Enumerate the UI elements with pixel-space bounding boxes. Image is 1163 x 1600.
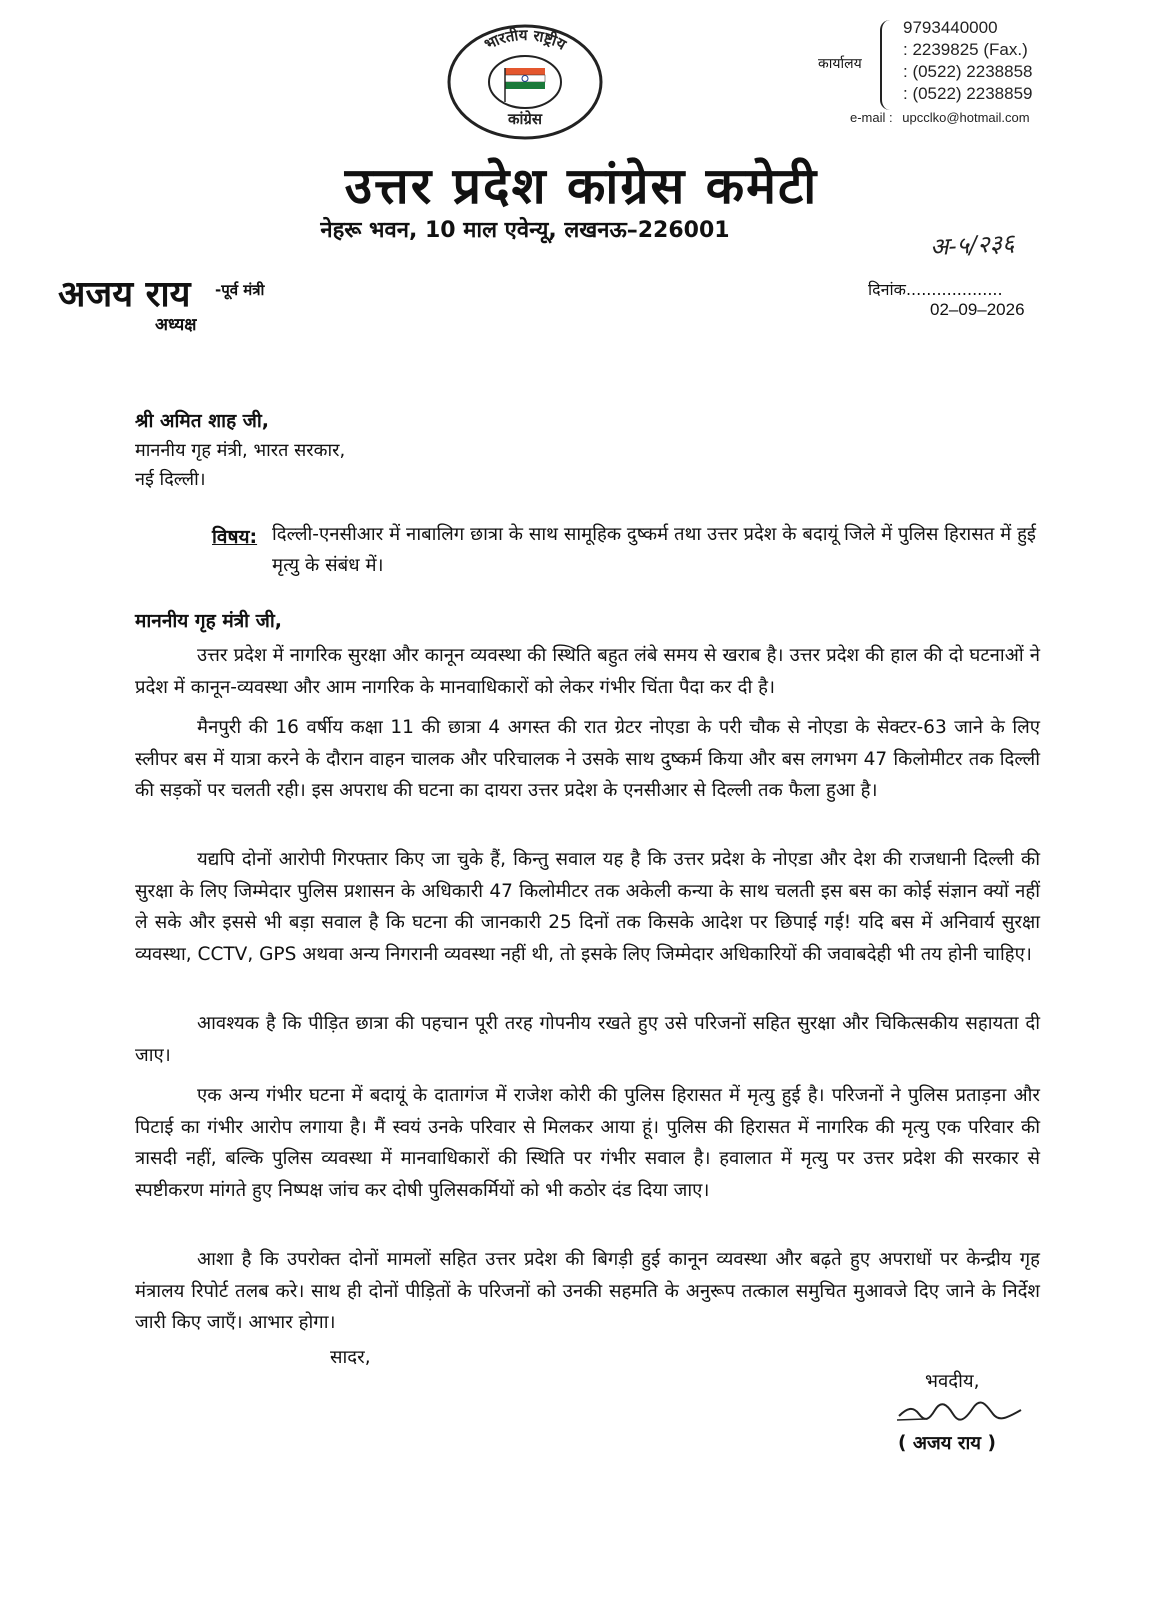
date-value: 02–09–2026: [930, 300, 1025, 319]
sender-former-title: -पूर्व मंत्री: [215, 281, 265, 299]
reference-number: अ-५/२३६: [929, 228, 1016, 262]
phone-line: : (0522) 2238858: [903, 62, 1033, 81]
office-label: कार्यालय: [818, 56, 862, 72]
org-address: नेहरू भवन, 10 माल एवेन्यू, लखनऊ–226001: [320, 218, 730, 243]
logo-top-text: भारतीय राष्ट्रीय: [481, 25, 570, 54]
org-title: उत्तर प्रदेश कांग्रेस कमेटी: [344, 157, 819, 215]
recipient-city: नई दिल्ली।: [135, 469, 206, 490]
congress-logo: [445, 22, 605, 142]
flag-saffron-stripe: [505, 68, 545, 75]
contact-brace: [880, 20, 896, 110]
body-paragraph: उत्तर प्रदेश में नागरिक सुरक्षा और कानून व्यवस्था की स्थिति बहुत लंबे समय से खराब है। उत्तर प्रदेश की हाल की दो घटनाओं ने प्रदेश में कानून-व्यवस्था और आम नागरिक के मानवाधिकारों को लेकर गंभीर चिंता पैदा कर दी है।: [135, 645, 1040, 698]
phone-line: : (0522) 2238859: [903, 84, 1033, 103]
email-line: [850, 110, 1030, 125]
handwritten-signature: [895, 1398, 1025, 1426]
yours-faithfully: भवदीय,: [925, 1371, 980, 1392]
logo-bottom-text: कांग्रेस: [507, 110, 543, 128]
flag-white-stripe: [505, 75, 545, 82]
body-paragraph: मैनपुरी की 16 वर्षीय कक्षा 11 की छात्रा 4 अगस्त की रात ग्रेटर नोएडा के परी चौक से नोएडा के सेक्टर-63 जाने के लिए स्लीपर बस में यात्रा करने के दौरान वाहन चालक और परिचालक ने उसके साथ दुष्कर्म किया और बस लगभग 47 किलोमीटर तक दिल्ली की सड़कों पर चलती रही। इस अपराध की घटना का दायरा उत्तर प्रदेश के एनसीआर से दिल्ली तक फैला हुआ है।: [135, 717, 1040, 801]
signer-name: ( अजय राय ): [898, 1433, 996, 1454]
sender-name: अजय राय: [58, 274, 191, 315]
recipient-name: श्री अमित शाह जी,: [135, 410, 270, 432]
subject-text: दिल्ली-एनसीआर में नाबालिग छात्रा के साथ सामूहिक दुष्कर्म तथा उत्तर प्रदेश के बदायूं जिले में पुलिस हिरासत में हुई मृत्यु के संबंध में।: [272, 524, 1037, 576]
fax-line: : 2239825 (Fax.): [903, 40, 1028, 59]
sender-post: अध्यक्ष: [155, 315, 197, 335]
salutation: माननीय गृह मंत्री जी,: [135, 610, 282, 632]
flag-green-stripe: [505, 82, 545, 89]
body-paragraph: यद्यपि दोनों आरोपी गिरफ्तार किए जा चुके हैं, किन्तु सवाल यह है कि उत्तर प्रदेश के नोएडा और देश की राजधानी दिल्ली की सुरक्षा के लिए जिम्मेदार पुलिस प्रशासन के अधिकारी 47 किलोमीटर तक अकेली कन्या के साथ चलती इस बस का कोई संज्ञान क्यों नहीं ले सके और इससे भी बड़ा सवाल है कि घटना की जानकारी 25 दिनों तक किसके आदेश पर छिपाई गई! यदि बस में अनिवार्य सुरक्षा व्यवस्था, CCTV, GPS अथवा अन्य निगरानी व्यवस्था नहीं थी, तो इसके लिए जिम्मेदार अधिकारियों की जवाबदेही भी तय होनी चाहिए।: [135, 849, 1040, 965]
recipient-designation: माननीय गृह मंत्री, भारत सरकार,: [135, 440, 346, 461]
email-label: e-mail :: [850, 110, 893, 125]
closing: सादर,: [330, 1347, 371, 1368]
phone-line: 9793440000: [903, 18, 998, 37]
body-paragraph: आवश्यक है कि पीड़ित छात्रा की पहचान पूरी तरह गोपनीय रखते हुए उसे परिजनों सहित सुरक्षा और चिकित्सकीय सहायता दी जाए।: [135, 1013, 1040, 1066]
subject-label: विषय:: [212, 526, 258, 548]
body-paragraph: एक अन्य गंभीर घटना में बदायूं के दातागंज में राजेश कोरी की पुलिस हिरासत में मृत्यु हुई है। परिजनों ने पुलिस प्रताड़ना और पिटाई का गंभीर आरोप लगाया है। मैं स्वयं उनके परिवार से मिलकर आया हूं। पुलिस की हिरासत में नागरिक की मृत्यु एक परिवार की त्रासदी नहीं, बल्कि पुलिस व्यवस्था में मानवाधिकारों की स्थिति पर गंभीर सवाल है। हवालात में मृत्यु पर उत्तर प्रदेश की सरकार से स्पष्टीकरण मांगते हुए निष्पक्ष जांच कर दोषी पुलिसकर्मियों को भी कठोर दंड दिया जाए।: [135, 1085, 1040, 1201]
email-address[interactable]: upcclko@hotmail.com: [902, 110, 1030, 125]
body-paragraph: आशा है कि उपरोक्त दोनों मामलों सहित उत्तर प्रदेश की बिगड़ी हुई कानून व्यवस्था और बढ़ते हुए अपराधों पर केन्द्रीय गृह मंत्रालय रिपोर्ट तलब करे। साथ ही दोनों पीड़ितों के परिजनों को उनकी सहमति के अनुरूप तत्काल समुचित मुआवजे दिए जाने के निर्देश जारी किए जाएँ। आभार होगा।: [135, 1249, 1040, 1333]
date-label: दिनांक...................: [868, 280, 1003, 299]
